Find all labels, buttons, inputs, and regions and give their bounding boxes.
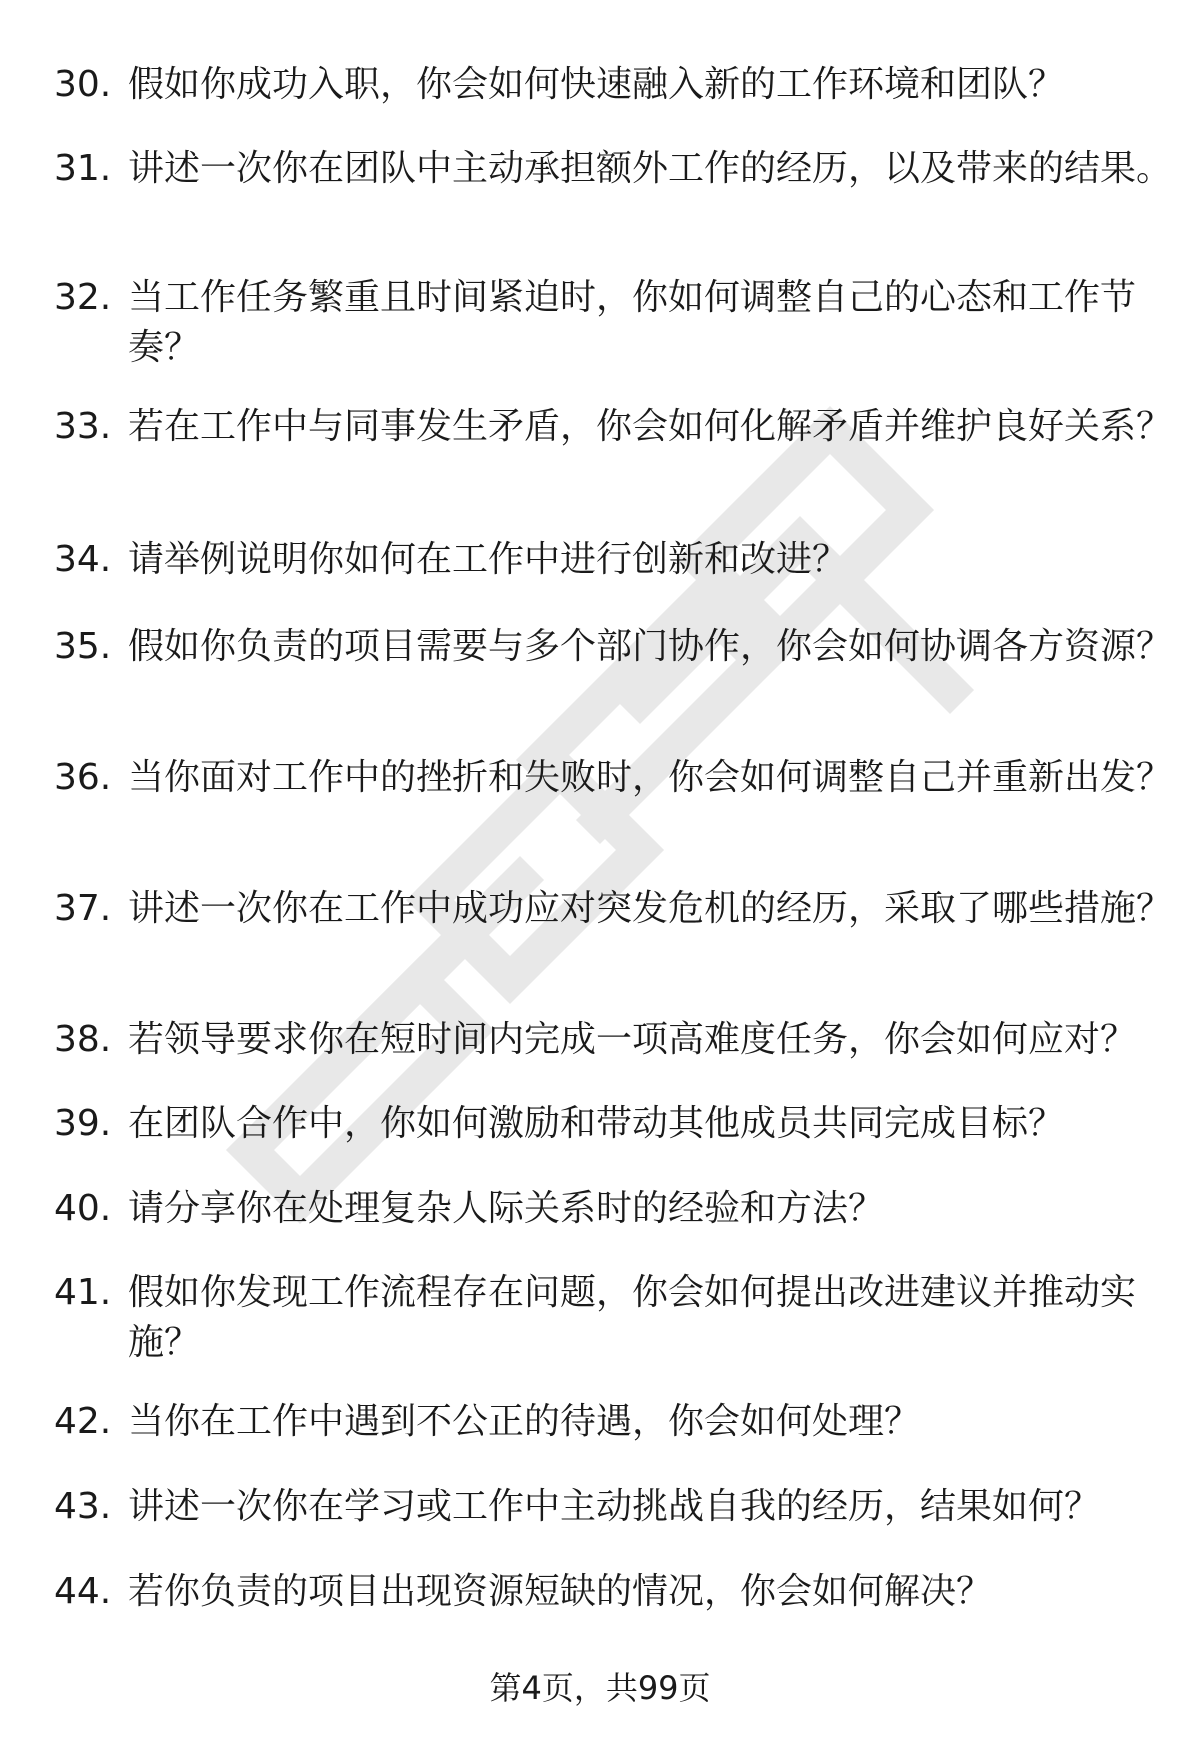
question-number: 43. — [54, 1486, 112, 1527]
question-number: 41. — [54, 1272, 112, 1313]
question-text: 当你在工作中遇到不公正的待遇，你会如何处理？ — [128, 1401, 921, 1442]
question-number: 39. — [54, 1103, 112, 1144]
question-text: 若领导要求你在短时间内完成一项高难度任务，你会如何应对？ — [128, 1019, 1137, 1060]
question-number: 42. — [54, 1401, 112, 1442]
question-text: 若你负责的项目出现资源短缺的情况，你会如何解决？ — [128, 1571, 993, 1612]
question-number: 36. — [54, 757, 112, 798]
question-text: 讲述一次你在团队中主动承担额外工作的经历，以及带来的结果。 — [128, 148, 1173, 189]
question-number: 32. — [54, 277, 112, 318]
question-text: 当工作任务繁重且时间紧迫时，你如何调整自己的心态和工作节奏？ — [128, 277, 1137, 368]
question-text: 假如你负责的项目需要与多个部门协作，你会如何协调各方资源？ — [128, 626, 1173, 667]
question-text: 假如你发现工作流程存在问题，你会如何提出改进建议并推动实施？ — [128, 1272, 1137, 1363]
question-text: 讲述一次你在工作中成功应对突发危机的经历，采取了哪些措施？ — [128, 888, 1173, 929]
question-number: 44. — [54, 1571, 112, 1612]
question-text: 若在工作中与同事发生矛盾，你会如何化解矛盾并维护良好关系？ — [128, 406, 1173, 447]
question-number: 30. — [54, 64, 112, 105]
question-number: 33. — [54, 406, 112, 447]
question-text: 讲述一次你在学习或工作中主动挑战自我的经历，结果如何？ — [128, 1486, 1101, 1527]
question-text: 请分享你在处理复杂人际关系时的经验和方法？ — [128, 1188, 885, 1229]
question-number: 34. — [54, 539, 112, 580]
question-number: 31. — [54, 148, 112, 189]
question-number: 37. — [54, 888, 112, 929]
question-number: 40. — [54, 1188, 112, 1229]
question-text: 当你面对工作中的挫折和失败时，你会如何调整自己并重新出发？ — [128, 757, 1173, 798]
question-number: 35. — [54, 626, 112, 667]
question-number: 38. — [54, 1019, 112, 1060]
question-text: 请举例说明你如何在工作中进行创新和改进？ — [128, 539, 849, 580]
question-text: 在团队合作中，你如何激励和带动其他成员共同完成目标？ — [128, 1103, 1065, 1144]
question-text: 假如你成功入职，你会如何快速融入新的工作环境和团队？ — [128, 64, 1065, 105]
page-footer: 第4页，共99页 — [489, 1669, 711, 1707]
